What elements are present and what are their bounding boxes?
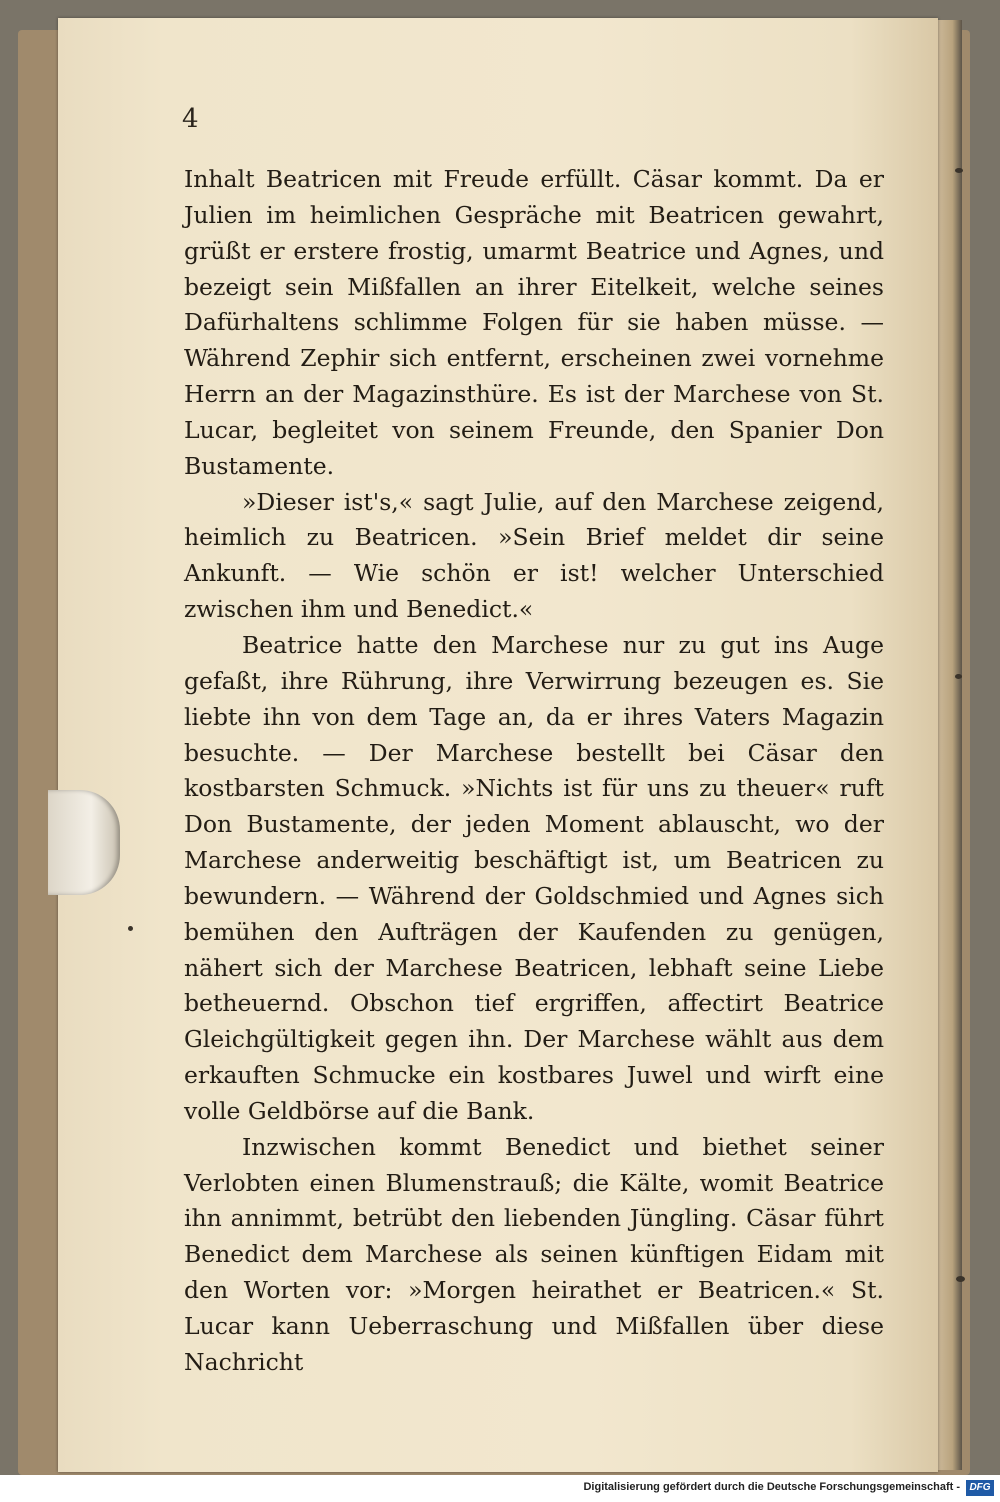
- page-number: 4: [182, 104, 199, 134]
- footer-bar: [0, 1475, 1000, 1502]
- body-text: [184, 162, 884, 1381]
- dfg-logo: DFG: [966, 1480, 994, 1496]
- paragraph: Inzwischen kommt Benedict und biethet seiner Verlobten einen Blumenstrauß; die Kälte, womit Beatrice ihn annimmt, betrübt den liebenden Jüngling. Cäsar führt Benedict dem Marchese als seinen künftigen Eidam mit den Worten vor: »Morgen heirathet er Beatricen.« St. Lucar kann Ueberraschung und Mißfallen über diese Nachricht: [184, 1132, 884, 1376]
- page-mark: [955, 168, 963, 173]
- funding-credit: Digitalisierung gefördert durch die Deutsche Forschungsgemeinschaft -: [583, 1481, 960, 1493]
- clip-tab: [48, 790, 120, 895]
- page-edge: [938, 20, 962, 1470]
- page-mark: [955, 674, 962, 679]
- paragraph: Inhalt Beatricen mit Freude erfüllt. Cäsar kommt. Da er Julien im heimlichen Gespräche mit Beatricen gewahrt, grüßt er erstere frostig, umarmt Beatrice und Agnes, und bezeigt sein Mißfallen an ihrer Eitelkeit, welche seines Dafürhaltens schlimme Folgen für sie haben müsse. — Während Zephir sich entfernt, erscheinen zwei vornehme Herrn an der Magazinsthüre. Es ist der Marchese von St. Lucar, begleitet von seinem Freunde, den Spanier Don Bustamente.: [184, 165, 884, 480]
- paragraph: Beatrice hatte den Marchese nur zu gut ins Auge gefaßt, ihre Rührung, ihre Verwirrung bezeugen es. Sie liebte ihn von dem Tage an, da er ihres Vaters Magazin besuchte. — Der Marchese bestellt bei Cäsar den kostbarsten Schmuck. »Nichts ist für uns zu theuer« ruft Don Bustamente, der jeden Moment ablauscht, wo der Marchese anderweitig beschäftigt ist, um Beatricen zu bewundern. — Während der Goldschmied und Agnes sich bemühen den Aufträgen der Kaufenden zu genügen, nähert sich der Marchese Beatricen, lebhaft seine Liebe betheuernd. Obschon tief ergriffen, affectirt Beatrice Gleichgültigkeit gegen ihn. Der Marchese wählt aus dem erkauften Schmucke ein kostbares Juwel und wirft eine volle Geldbörse auf die Bank.: [184, 630, 884, 1125]
- paragraph: »Dieser ist's,« sagt Julie, auf den Marchese zeigend, heimlich zu Beatricen. »Sein Brief meldet dir seine Ankunft. — Wie schön er ist! welcher Unterschied zwischen ihm und Benedict.«: [184, 487, 884, 624]
- page-mark: [956, 1276, 965, 1282]
- page-mark: [128, 926, 133, 931]
